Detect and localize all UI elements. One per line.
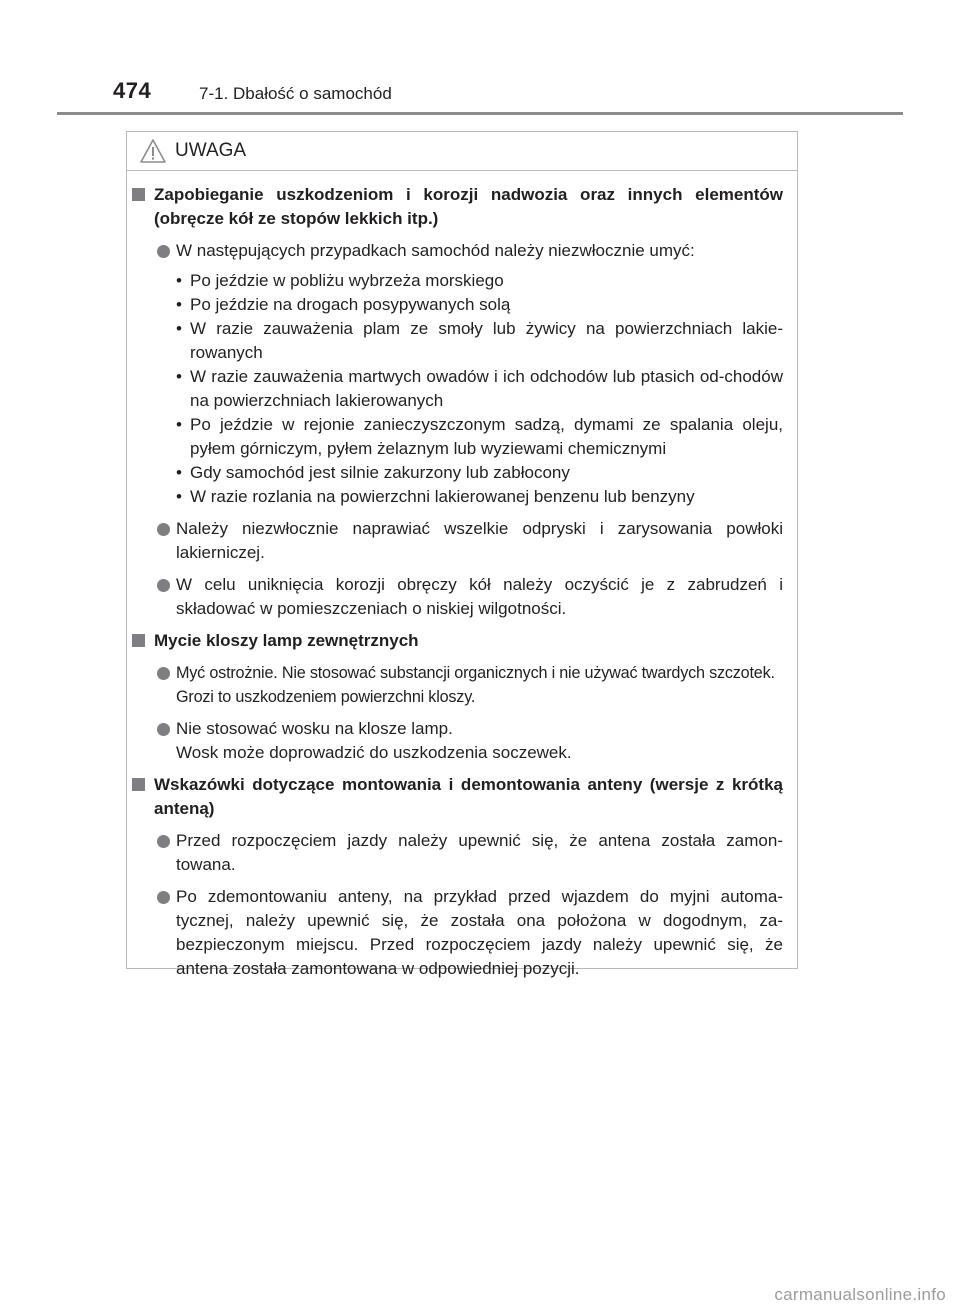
bullet-text-continuation: Wosk może doprowadzić do uszkodzenia soczewek.: [176, 743, 572, 762]
circle-bullet-icon: [157, 245, 170, 258]
bullet-text: Należy niezwłocznie naprawiać wszelkie odpryski i zarysowania powłoki lakierniczej.: [176, 519, 783, 562]
watermark: carmanualsonline.info: [774, 1285, 946, 1304]
bullet-item: [130, 573, 783, 621]
header-rule: [57, 112, 903, 115]
warning-header: [127, 132, 797, 171]
bullet-item: [130, 717, 783, 765]
section-title: 7-1. Dbałość o samochód: [199, 84, 392, 103]
sub-item: [130, 269, 783, 293]
bullet-item: [130, 885, 783, 981]
circle-bullet-icon: [157, 579, 170, 592]
bullet-text: W następujących przypadkach samochód należy niezwłocznie umyć:: [176, 241, 695, 260]
dot-icon: •: [176, 367, 182, 386]
section-heading-text: Zapobieganie uszkodzeniom i korozji nadwozia oraz innych elementów (obręcze kół ze stopów lekkich itp.): [154, 185, 783, 228]
bullet-item: [130, 661, 783, 709]
bullet-item: [130, 829, 783, 877]
page-number: 474: [113, 78, 152, 103]
bullet-text: Po zdemontowaniu anteny, na przykład przed wjazdem do myjni automa-tycznej, należy upewnić się, że została ona położona w dogodnym, za-bezpieczonym miejscu. Przed rozpoczęciem jazdy należy upewnić się, że antena została zamontowana w odpowiedniej pozycji.: [176, 887, 783, 978]
dot-icon: •: [176, 415, 182, 434]
circle-bullet-icon: [157, 523, 170, 536]
dot-icon: •: [176, 295, 182, 314]
sub-item: [130, 293, 783, 317]
bullet-text: Przed rozpoczęciem jazdy należy upewnić się, że antena została zamon-towana.: [176, 831, 783, 874]
bullet-text: W celu uniknięcia korozji obręczy kół należy oczyścić je z zabrudzeń i składować w pomieszczeniach o niskiej wilgotności.: [176, 575, 783, 618]
sub-item-text: W razie rozlania na powierzchni lakierowanej benzenu lub benzyny: [190, 487, 695, 506]
sub-item-text: Po jeździe w rejonie zanieczyszczonym sadzą, dymami ze spalania oleju, pyłem górniczym, pyłem żelaznym lub wyziewami chemicznymi: [190, 415, 783, 458]
bullet-text-continuation: Grozi to uszkodzeniem powierzchni kloszy.: [176, 688, 476, 706]
dot-icon: •: [176, 319, 182, 338]
dot-icon: •: [176, 271, 182, 290]
warning-triangle-icon: [139, 138, 167, 164]
square-bullet-icon: [132, 778, 145, 791]
warning-label: UWAGA: [175, 140, 247, 161]
circle-bullet-icon: [157, 667, 170, 680]
sub-item: [130, 365, 783, 413]
section-heading-text: Mycie kloszy lamp zewnętrznych: [154, 631, 419, 650]
dot-icon: •: [176, 487, 182, 506]
section-heading: [130, 629, 783, 653]
warning-body: [127, 171, 797, 981]
section-heading: [130, 773, 783, 821]
sub-item: [130, 485, 783, 509]
sub-item-text: Po jeździe w pobliżu wybrzeża morskiego: [190, 271, 504, 290]
sub-item-text: W razie zauważenia plam ze smoły lub żywicy na powierzchniach lakie-rowanych: [190, 319, 783, 362]
section-heading-text: Wskazówki dotyczące montowania i demontowania anteny (wersje z krótką anteną): [154, 775, 783, 818]
sub-item-text: W razie zauważenia martwych owadów i ich odchodów lub ptasich od-chodów na powierzchniach lakierowanych: [190, 367, 783, 410]
sub-item: [130, 413, 783, 461]
sub-item-text: Po jeździe na drogach posypywanych solą: [190, 295, 511, 314]
circle-bullet-icon: [157, 891, 170, 904]
sub-item: [130, 461, 783, 485]
bullet-text: Nie stosować wosku na klosze lamp.: [176, 719, 453, 738]
bullet-item: [130, 517, 783, 565]
warning-box: [126, 131, 798, 978]
dot-icon: •: [176, 463, 182, 482]
square-bullet-icon: [132, 634, 145, 647]
section-heading: [130, 183, 783, 231]
sub-item: [130, 317, 783, 365]
bullet-item: [130, 239, 783, 263]
bullet-text: Myć ostrożnie. Nie stosować substancji organicznych i nie używać twardych szczotek.: [176, 664, 775, 682]
square-bullet-icon: [132, 188, 145, 201]
sub-item-text: Gdy samochód jest silnie zakurzony lub zabłocony: [190, 463, 570, 482]
sub-list: [130, 269, 783, 509]
circle-bullet-icon: [157, 723, 170, 736]
circle-bullet-icon: [157, 835, 170, 848]
